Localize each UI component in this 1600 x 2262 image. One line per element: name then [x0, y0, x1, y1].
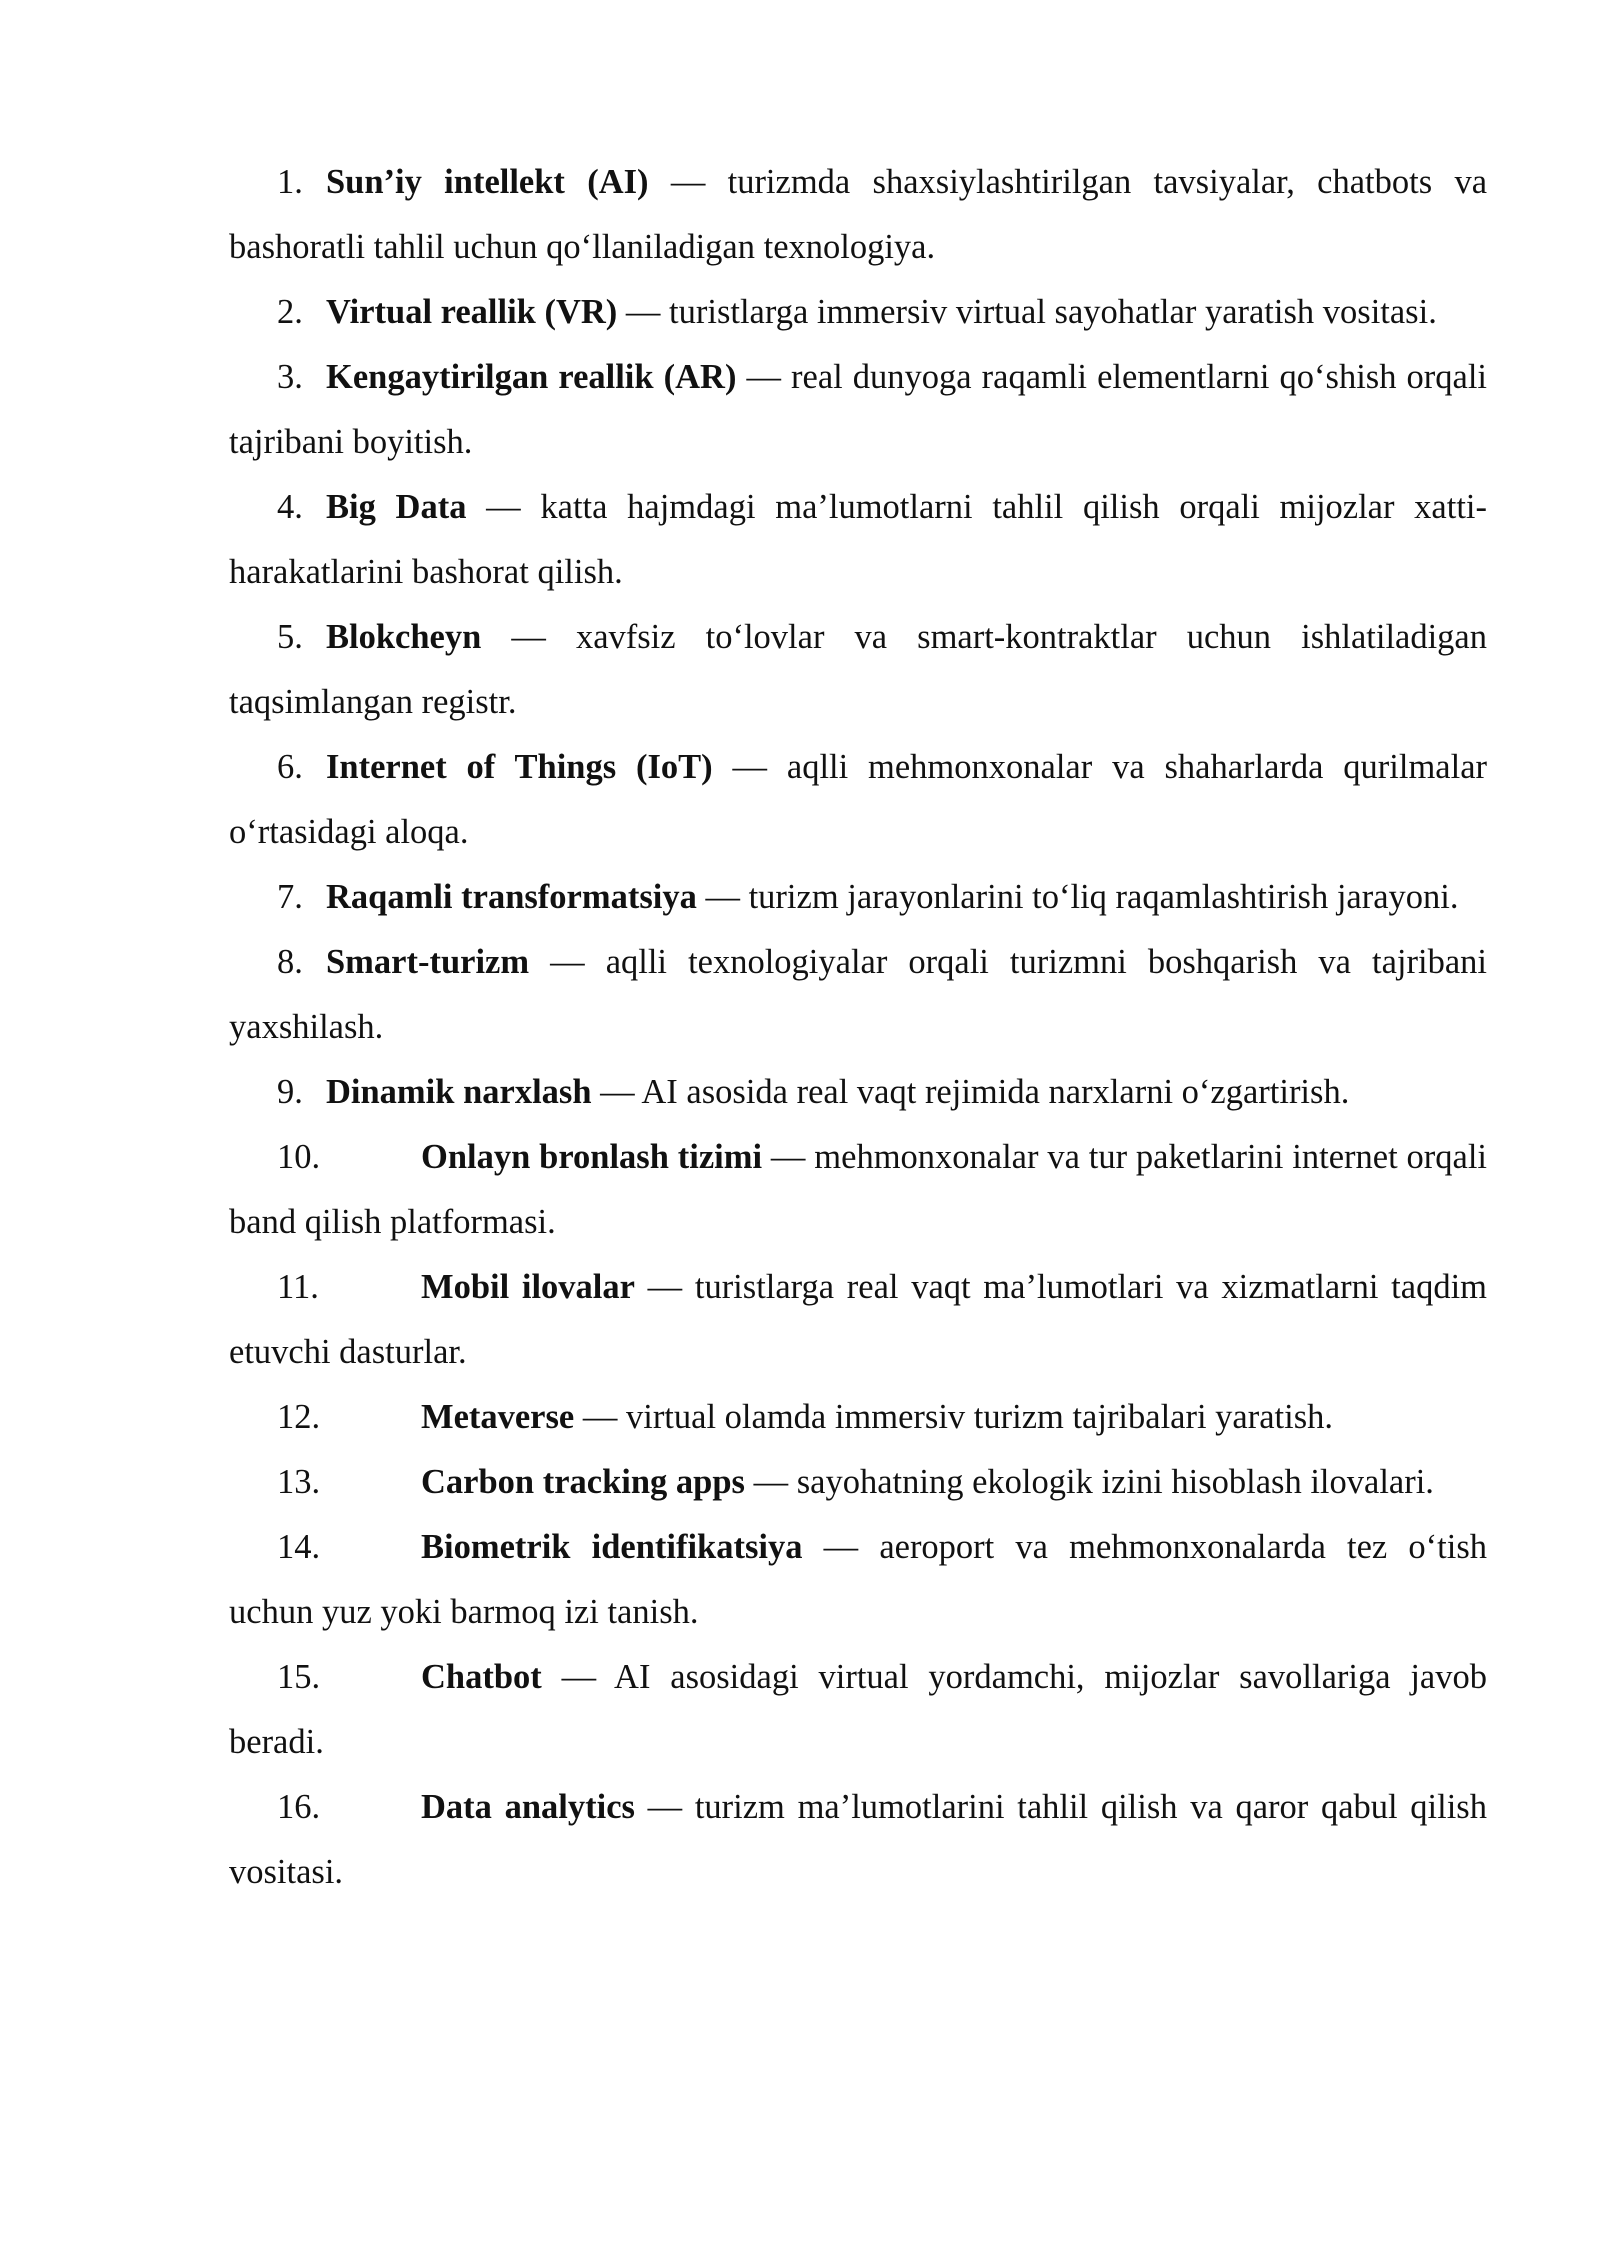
- entry-description: — AI asosidagi virtual yordamchi, mijozlar savollariga javob beradi.: [229, 1658, 1487, 1761]
- entry-number: 3.: [277, 358, 303, 396]
- entry-description: — aqlli texnologiyalar orqali turizmni boshqarish va tajribani yaxshilash.: [229, 943, 1487, 1046]
- entry-term: Internet of Things (IoT): [326, 748, 713, 786]
- entry-number: 4.: [277, 488, 303, 526]
- glossary-entry: [229, 475, 1487, 605]
- entry-number: 5.: [277, 618, 303, 656]
- entry-term: Smart-turizm: [326, 943, 530, 981]
- entry-term: Virtual reallik (VR): [326, 293, 618, 331]
- entry-description: — mehmonxonalar va tur paketlarini internet orqali band qilish platformasi.: [229, 1138, 1487, 1241]
- entry-number: 16.: [277, 1788, 321, 1826]
- entry-term: Kengaytirilgan reallik (AR): [326, 358, 737, 396]
- entry-number: 1.: [277, 163, 303, 201]
- entry-number: 6.: [277, 748, 303, 786]
- entry-term: Dinamik narxlash: [326, 1073, 592, 1111]
- entry-description: — katta hajmdagi ma’lumotlarni tahlil qilish orqali mijozlar xatti-harakatlarini bashorat qilish.: [229, 488, 1487, 591]
- entry-description: — aqlli mehmonxonalar va shaharlarda qurilmalar o‘rtasidagi aloqa.: [229, 748, 1487, 851]
- entry-term: Metaverse: [421, 1398, 575, 1436]
- glossary-entry: [229, 605, 1487, 735]
- entry-description: — turizmda shaxsiylashtirilgan tavsiyalar, chatbots va bashoratli tahlil uchun qo‘llaniladigan texnologiya.: [229, 163, 1488, 266]
- entry-number: 13.: [277, 1463, 321, 1501]
- glossary-entry: [229, 735, 1487, 865]
- entry-number: 7.: [277, 878, 303, 916]
- entry-term: Data analytics: [421, 1788, 635, 1826]
- entry-number: 8.: [277, 943, 303, 981]
- glossary-entry: [229, 1385, 1487, 1450]
- entry-term: Mobil ilovalar: [421, 1268, 635, 1306]
- glossary-list: [229, 150, 1487, 1905]
- glossary-entry: [229, 150, 1487, 280]
- entry-term: Carbon tracking apps: [421, 1463, 745, 1501]
- entry-description: — aeroport va mehmonxonalarda tez o‘tish uchun yuz yoki barmoq izi tanish.: [229, 1528, 1487, 1631]
- entry-term: Sun’iy intellekt (AI): [326, 163, 649, 201]
- entry-description: — xavfsiz to‘lovlar va smart-kontraktlar uchun ishlatiladigan taqsimlangan registr.: [229, 618, 1487, 721]
- entry-number: 11.: [277, 1268, 319, 1306]
- glossary-entry: [229, 1645, 1487, 1775]
- entry-term: Raqamli transformatsiya: [326, 878, 697, 916]
- entry-description: — turistlarga immersiv virtual sayohatlar yaratish vositasi.: [617, 293, 1437, 331]
- glossary-entry: [229, 345, 1487, 475]
- entry-number: 15.: [277, 1658, 321, 1696]
- entry-number: 14.: [277, 1528, 321, 1566]
- entry-term: Biometrik identifikatsiya: [421, 1528, 803, 1566]
- entry-description: — turistlarga real vaqt ma’lumotlari va xizmatlarni taqdim etuvchi dasturlar.: [229, 1268, 1487, 1371]
- entry-term: Blokcheyn: [326, 618, 482, 656]
- glossary-entry: [229, 1125, 1487, 1255]
- glossary-entry: [229, 1515, 1487, 1645]
- entry-number: 9.: [277, 1073, 303, 1111]
- entry-description: — turizm ma’lumotlarini tahlil qilish va qaror qabul qilish vositasi.: [229, 1788, 1487, 1891]
- glossary-entry: [229, 1060, 1487, 1125]
- glossary-entry: [229, 865, 1487, 930]
- entry-term: Onlayn bronlash tizimi: [421, 1138, 763, 1176]
- entry-description: — virtual olamda immersiv turizm tajribalari yaratish.: [574, 1398, 1334, 1436]
- entry-term: Chatbot: [421, 1658, 542, 1696]
- entry-description: — sayohatning ekologik izini hisoblash ilovalari.: [744, 1463, 1434, 1501]
- glossary-entry: [229, 1450, 1487, 1515]
- entry-number: 10.: [277, 1138, 321, 1176]
- glossary-entry: [229, 280, 1487, 345]
- entry-number: 12.: [277, 1398, 321, 1436]
- entry-number: 2.: [277, 293, 303, 331]
- entry-description: — AI asosida real vaqt rejimida narxlarni o‘zgartirish.: [591, 1073, 1350, 1111]
- entry-term: Big Data: [326, 488, 467, 526]
- glossary-entry: [229, 930, 1487, 1060]
- entry-description: — real dunyoga raqamli elementlarni qo‘shish orqali tajribani boyitish.: [229, 358, 1487, 461]
- entry-description: — turizm jarayonlarini to‘liq raqamlashtirish jarayoni.: [696, 878, 1459, 916]
- glossary-entry: [229, 1255, 1487, 1385]
- glossary-entry: [229, 1775, 1487, 1905]
